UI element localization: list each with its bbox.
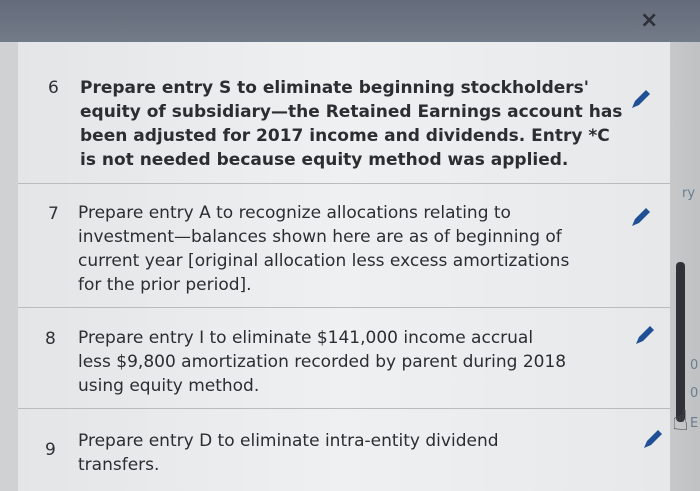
item-description: Prepare entry S to eliminate beginning stockholders' equity of subsidiary—the Retained Earnings account has been adjusted for 2017 income and dividends. Entry *C is not needed because equity method was applied. <box>80 78 623 170</box>
background-text-fragment: E <box>690 416 699 431</box>
scrollbar[interactable] <box>676 262 685 422</box>
background-text-fragment: 0 <box>690 386 699 401</box>
item-description: Prepare entry D to eliminate intra-entity dividend transfers. <box>78 431 499 475</box>
row-divider <box>18 307 670 308</box>
close-icon[interactable]: × <box>640 8 659 33</box>
item-number: 7 <box>48 204 59 224</box>
row-divider <box>18 183 670 184</box>
pencil-icon[interactable] <box>628 86 654 112</box>
item-number: 9 <box>45 440 56 460</box>
pencil-icon[interactable] <box>628 204 654 230</box>
item-number: 8 <box>45 329 56 349</box>
item-number: 6 <box>48 78 59 98</box>
dialog-header <box>0 0 700 42</box>
background-text-fragment: 0 <box>690 358 699 373</box>
row-divider <box>18 408 670 409</box>
item-description: Prepare entry I to eliminate $141,000 income accrual less $9,800 amortization recorded by parent during 2018 using equity method. <box>78 328 567 396</box>
pencil-icon[interactable] <box>632 322 658 348</box>
hand-cursor-icon: ☝ <box>672 404 690 437</box>
background-text-fragment: ry <box>682 186 696 201</box>
item-description: Prepare entry A to recognize allocations relating to investment—balances shown here are as of beginning of current year [original allocation less excess amortizations for the prior period]. <box>78 203 570 295</box>
left-gutter <box>0 42 18 491</box>
pencil-icon[interactable] <box>640 426 666 452</box>
